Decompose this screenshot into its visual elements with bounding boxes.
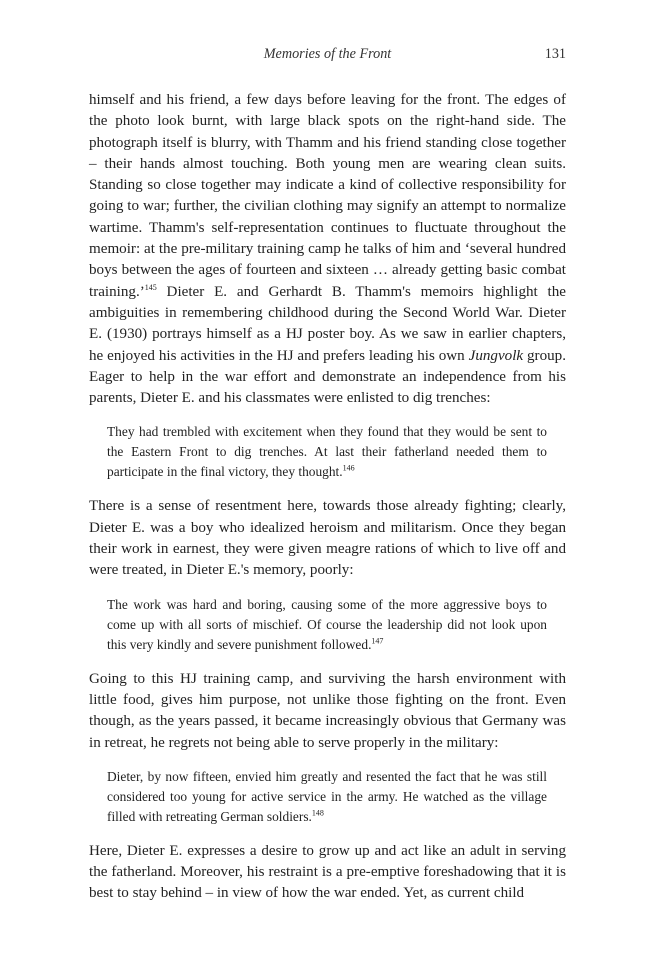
block-quote — [107, 767, 547, 827]
footnote-ref: 147 — [371, 636, 384, 646]
paragraph-text: himself and his friend, a few days before leaving for the front. The edges of the photo look burnt, with large black spots on the right-hand side. The photograph itself is blurry, with Thamm and his friend standing close together – their hands almost touching. Both young men are wearing clean suits. Standing so close together may indicate a kind of collective responsibility for going to war; further, the civilian clothing may signify an attempt to normalize wartime. Thamm's self-representation continues to fluctuate throughout the memoir: at the pre-military training camp he talks of him and ‘several hundred boys between the ages of fourteen and sixteen … already getting basic combat training.’ — [89, 92, 566, 300]
body-text — [89, 90, 566, 905]
footnote-ref: 146 — [342, 463, 355, 473]
paragraph — [89, 669, 566, 754]
footnote-ref: 148 — [311, 808, 324, 818]
quote-text: Dieter, by now fifteen, envied him greatly and resented the fact that he was still considered too young for active service in the army. He watched as the village filled with retreating German soldiers. — [107, 768, 547, 824]
page-header — [89, 46, 566, 66]
quote-text: They had trembled with excitement when they found that they would be sent to the Eastern Front to dig trenches. At last their fatherland needed them to participate in the final victory, they thought. — [107, 424, 547, 480]
page-number: 131 — [544, 46, 566, 62]
block-quote — [107, 595, 547, 655]
paragraph — [89, 841, 566, 905]
paragraph — [89, 496, 566, 581]
paragraph-text: Going to this HJ training camp, and surviving the harsh environment with little food, gives him purpose, not unlike those fighting on the front. Even though, as the years passed, it became increasingly obvious that Germany was in retreat, he regrets not being able to serve properly in the military: — [89, 670, 566, 751]
paragraph — [89, 90, 566, 409]
paragraph-text: Here, Dieter E. expresses a desire to grow up and act like an adult in serving the fatherland. Moreover, his restraint is a pre-emptive foreshadowing that it is best to stay behind – in view of how the war ended. Yet, as current child — [89, 842, 566, 902]
running-title: Memories of the Front — [263, 46, 392, 62]
paragraph-text: Dieter E. and Gerhardt B. Thamm's memoirs highlight the ambiguities in remembering childhood during the Second World War. Dieter E. (1930) portrays himself as a HJ poster boy. As we saw in earlier chapters, he enjoyed his activities in the HJ and prefers leading his own — [89, 283, 566, 364]
paragraph-text: group. Eager to help in the war effort and demonstrate an independence from his parents, Dieter E. and his classmates were enlisted to dig trenches: — [89, 347, 566, 407]
block-quote — [107, 422, 547, 482]
paragraph-text: There is a sense of resentment here, towards those already fighting; clearly, Dieter E. was a boy who idealized heroism and militarism. Once they began their work in earnest, they were given meagre rations of which to live off and were treated, in Dieter E.'s memory, poorly: — [89, 498, 566, 579]
quote-text: The work was hard and boring, causing some of the more aggressive boys to come up with all sorts of mischief. Of course the leadership did not look upon this very kindly and severe punishment followed. — [107, 596, 547, 652]
footnote-ref: 145 — [144, 282, 157, 292]
italic-term: Jungvolk — [468, 347, 524, 364]
